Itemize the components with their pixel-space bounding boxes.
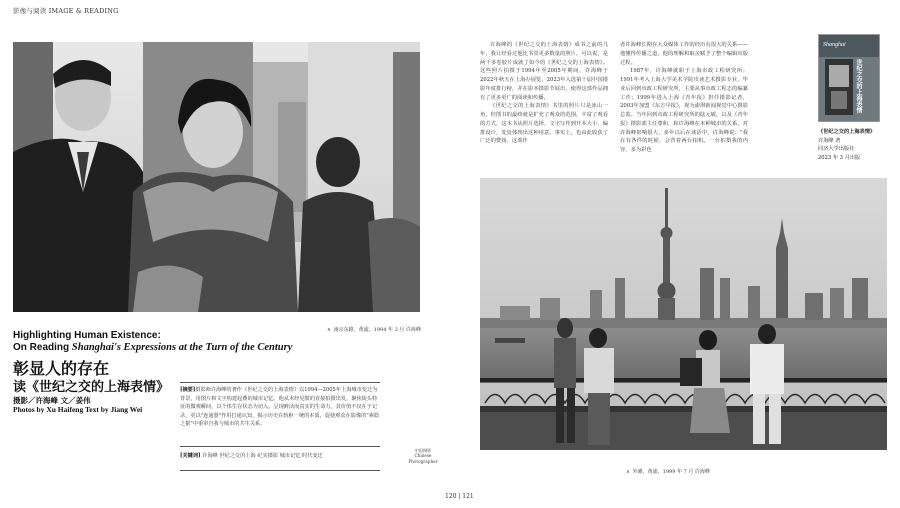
- bund-photo: [480, 178, 887, 450]
- text-column-1: [480, 41, 608, 146]
- abstract: [180, 386, 380, 429]
- logo-line-en2: Photographer: [408, 458, 438, 464]
- book-title: 《世纪之交的上海表情》: [818, 129, 876, 135]
- book-author: 许海峰 著: [818, 137, 841, 144]
- caption-marker: ∧: [626, 469, 630, 475]
- abstract-text: 摄影师许海峰的著作《世纪之交的上海表情》以1994—2005年上海城市变迁为背景，用图片和文字构建起叠的城市记忆。他从本经见惯的直接拍摄出发，聚焦街头特征的微观瞬间，以个体生存状态为切入，呈现鲜活而真实的生命力。其价值不仅在于记录，更以"连通器"作用打通认知，揭示历史在轨枢一统的本质，促使观众在影像的"素隐之据"中重审自我与城市的共生关系。: [180, 387, 380, 428]
- column1-paragraph: 许海峰的《世纪之交的上海表情》成书之前的几年，我让经看过他比书里更多数量的照片，可以说，是两千多卷胶片成就了如今的《世纪之交的上海表情》。这些照片拍摄于1994年至2005年期间，许海峰于2022年秋天在上海办展览，2023年入选第十届中国摄影年度排行榜，并在影本摄影节展出，使得这部作品拥有了更多更广的阅读和传播。: [480, 42, 608, 101]
- column2-paragraph: 者许海峰长期在大众媒体工作的经历有很大的关系——他懂得传播之道，他的理解和取舍赋予了整个编辑出版过程。: [620, 42, 748, 66]
- english-byline: Photos by Xu Haifeng Text by Jiang Wei: [13, 405, 143, 414]
- abstract-label: [摘要]: [180, 387, 196, 393]
- magazine-logo: [408, 448, 438, 464]
- book-cover-en-title: Shanghai: [823, 42, 846, 48]
- english-title: [13, 330, 313, 354]
- keywords: [180, 452, 380, 459]
- page-numbers: 120 | 121: [445, 493, 474, 500]
- chinese-byline: 摄影／许海峰 文／姜伟: [13, 396, 91, 405]
- english-title-line1: Highlighting Human Existence:: [13, 330, 161, 341]
- keywords-bottom-rule: [180, 470, 380, 471]
- street-photo-caption-text: 南京东路，黄浦，1994 年 3 月 许海峰: [333, 327, 421, 333]
- chinese-title: 彰显人的存在: [13, 359, 110, 378]
- bund-photo-caption-text: 外滩，黄浦，1999 年 7 月 许海峰: [632, 469, 710, 475]
- book-publisher: 同济大学出版社: [818, 146, 855, 152]
- street-photo: [13, 42, 420, 312]
- keywords-text: 许海峰 世纪之交的上海 纪实摄影 城市记忆 时代变迁: [202, 453, 323, 459]
- english-title-prefix: On Reading: [13, 342, 72, 353]
- logo-line-en1: Chinese: [414, 453, 432, 459]
- bund-photo-caption: [626, 468, 710, 475]
- keywords-top-rule: [180, 446, 380, 447]
- column2-paragraph: 1987年，许海峰就职于上海市政工程研究所；1991年考入上海大学美术学院攻读艺术摄影专业，毕业后回到市政工程研究所，主要从事市政工程志的编纂工作；1999年进入上海《青年报》担任摄影记者，2003年加盟《东方早报》，现为澎湃新闻视觉中心摄影总监。当年回到市政工程研究所的陆元敏，以及《青年报》摄影部主任尊和，和许海峰在本种城市的关系，对许海峰影响很大，多年以后在谈话中，许海峰说："我在有各件的时候，会背着两台相机，一台拍摄我的内容，多为彩色: [620, 68, 748, 153]
- abstract-top-rule: [180, 382, 380, 383]
- text-column-2: [620, 41, 748, 155]
- book-date: 2023 年 3 月出版: [818, 154, 861, 161]
- english-title-italic: Shanghai's Expressions at the Turn of the Century: [71, 342, 293, 353]
- book-cover: [818, 34, 880, 122]
- logo-line-cn: 中国摄影: [414, 448, 432, 453]
- section-header: 影像与阅读 IMAGE & READING: [13, 7, 119, 15]
- column1-paragraph: 《世纪之交的上海表情》书里的照片只是冰山一角，但图书的最终就是扩充了观众的范围，丰富了观看的方式，这本书从照片选择、文字写作到开本大小、编排设计，处处体现出这种用意。事实上，也由此收获了广泛的赞扬，这部作: [480, 103, 608, 145]
- book-info: [818, 128, 898, 162]
- caption-marker: ∧: [327, 327, 331, 333]
- book-cover-cn-title: 世纪之交的上海表情: [855, 59, 862, 113]
- street-photo-caption: [327, 326, 421, 333]
- chinese-subtitle: 读《世纪之交的上海表情》: [13, 380, 170, 395]
- keywords-label: [关键词]: [180, 453, 201, 459]
